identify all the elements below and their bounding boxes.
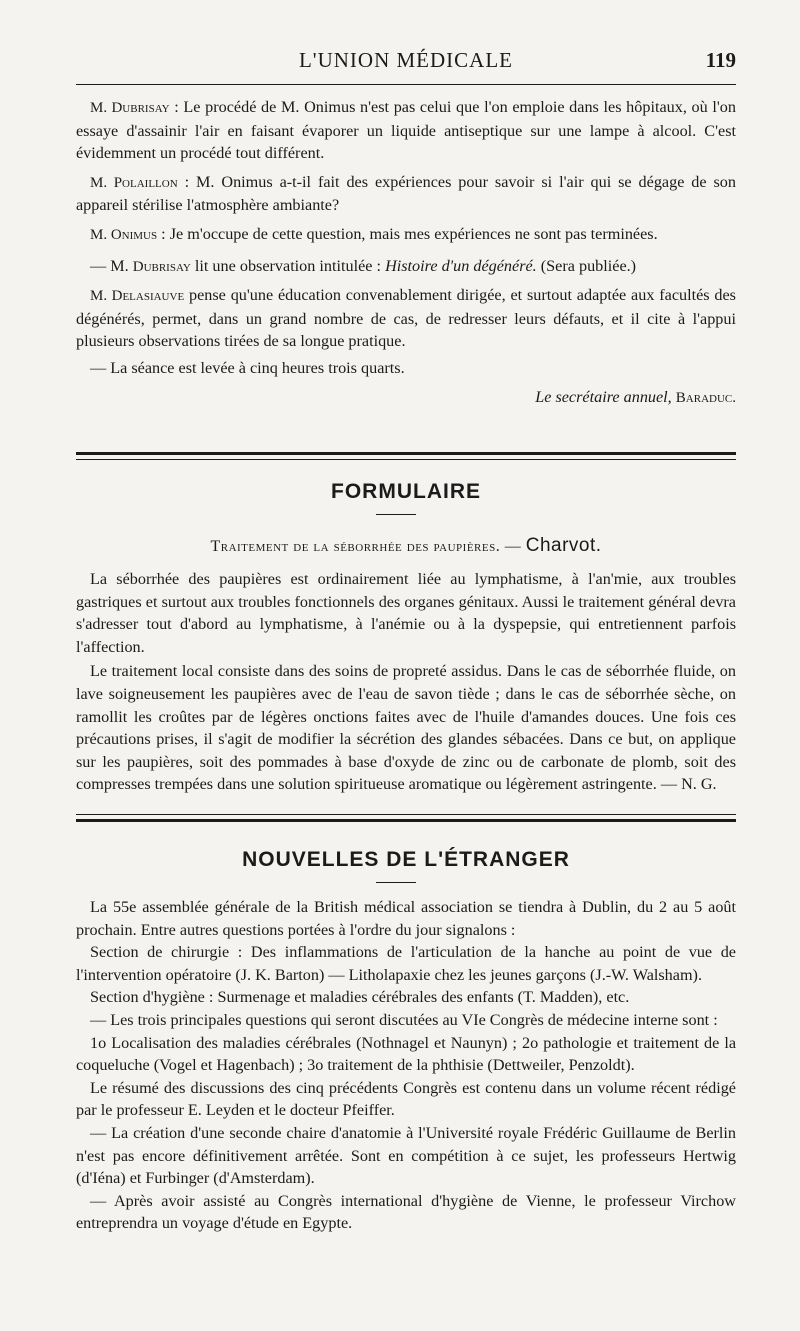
speech-text: : M. Onimus a-t-il fait des expériences pour savoir si l'air qui se dégage de son appareil stérilise l'atmosphère ambiante? [76,172,736,215]
discussion-paragraph [76,96,736,165]
body-paragraph: — Après avoir assisté au Congrès international d'hygiène de Vienne, le professeur Virchow entreprendra un voyage d'étude en Egypte. [76,1191,736,1233]
discussion-block [76,96,736,409]
observation-paragraph: — M. Dubrisay lit une observation intitulée : Histoire d'un dégénéré. (Sera publiée.) [90,256,637,275]
discussion-paragraph [76,171,736,217]
body-paragraph: — Les trois principales questions qui seront discutées au VIe Congrès de médecine interne sont : [90,1010,718,1029]
author: Charvot. [525,535,602,556]
speaker-name: M. Polaillon [90,174,178,191]
discussion-paragraph [76,284,736,353]
section-rule [76,452,736,455]
body-paragraph: — La création d'une seconde chaire d'anatomie à l'Université royale Frédéric Guillaume de Berlin n'est pas encore définitivement arrêtée. Sont en compétition à ce sujet, les professeurs Hertwig (d'Iéna) et Furbinger (d'Amsterdam). [76,1123,736,1188]
section-rule [76,819,736,822]
body-paragraph: Le résumé des discussions des cinq précédents Congrès est contenu dans un volume récent rédigé par le professeur E. Leyden et le docteur Pfeiffer. [76,1078,736,1120]
formulaire-subtitle: Traitement de la séborrhée des paupières. — Charvot. [210,535,602,556]
page-header [76,44,736,74]
speech-text: pense qu'une éducation convenablement dirigée, et surtout adaptée aux facultés des dégénérés, permet, dans un grand nombre de cas, de redresser leurs défauts, et il cite à l'appui plusieurs observations tirées de sa longue pratique. [76,286,736,351]
speech-text: : Le procédé de M. Onimus n'est pas celui que l'on emploie dans les hôpitaux, où l'on essaye d'assainir l'air en faisant évaporer un liquide antiseptique sur une lampe à alcool. C'est évidemment un procédé tout différent. [76,98,736,163]
speaker-name: M. Delasiauve [90,288,185,305]
observation-title: Histoire d'un dégénéré. [385,256,537,275]
formulaire-body [76,568,736,796]
section-rule [76,459,736,460]
body-paragraph: Le traitement local consiste dans des soins de propreté assidus. Dans le cas de séborrhée fluide, on lave soigneusement les paupières avec de l'eau de savon tiède ; dans le cas de séborrhée sèche, on ramollit les croûtes par de légères onctions faites avec de l'huile d'amandes douces. Une fois ces précautions prises, il s'agit de modifier la sécrétion des glandes sébacées. Dans ce but, on applique sur les paupières, soit des pommades à base d'oxyde de zinc ou de carbonate de plomb, soit des compresses trempées dans une solution spiritueuse aromatique ou légèrement astringente. — N. G. [76,662,736,794]
speech-text: : Je m'occupe de cette question, mais mes expériences ne sont pas terminées. [157,224,658,243]
closing-line: — La séance est levée à cinq heures trois quarts. [90,358,405,377]
speaker-name: Dubrisay [132,258,191,275]
speaker-name: M. Onimus [90,226,158,243]
speaker-name: M. Dubrisay [90,100,170,116]
formulaire-title: FORMULAIRE [331,480,481,503]
title-rule [376,514,416,515]
header-rule [76,84,736,85]
section-rule [76,814,736,815]
body-paragraph: 1o Localisation des maladies cérébrales (Nothnagel et Naunyn) ; 2o pathologie et traitement de la coqueluche (Vogel et Hagenbach) ; 3o traitement de la phthisie (Dettweiler, Penzoldt). [76,1033,736,1075]
running-head: L'UNION MÉDICALE [298,48,513,72]
body-paragraph: Section d'hygiène : Surmenage et maladies cérébrales des enfants (T. Madden), etc. [90,988,630,1007]
nouvelles-title: NOUVELLES DE L'ÉTRANGER [242,848,570,871]
body-paragraph: La 55e assemblée générale de la British médical association se tiendra à Dublin, du 2 au 5 août prochain. Entre autres questions portées à l'ordre du jour signalons : [76,898,736,939]
nouvelles-body [76,896,736,1235]
body-paragraph: Section de chirurgie : Des inflammations de l'articulation de la hanche au point de vue de l'intervention opératoire (J. K. Barton) — Litholapaxie chez les jeunes garçons (J.-W. Walsham). [76,943,736,984]
title-rule [376,882,416,883]
discussion-paragraph [76,223,736,247]
body-paragraph: La séborrhée des paupières est ordinairement liée au lymphatisme, à l'an'mie, aux troubles gastriques et surtout aux troubles fonctionnels des organes génitaux. Aussi le traitement général devra s'adresser tout d'abord au lymphatisme, à l'anémie ou à la dyspepsie, qui entretiennent parfois l'affection. [76,570,736,656]
signature: Le secrétaire annuel, Baraduc. [535,387,736,406]
page-number: 119 [705,48,736,72]
